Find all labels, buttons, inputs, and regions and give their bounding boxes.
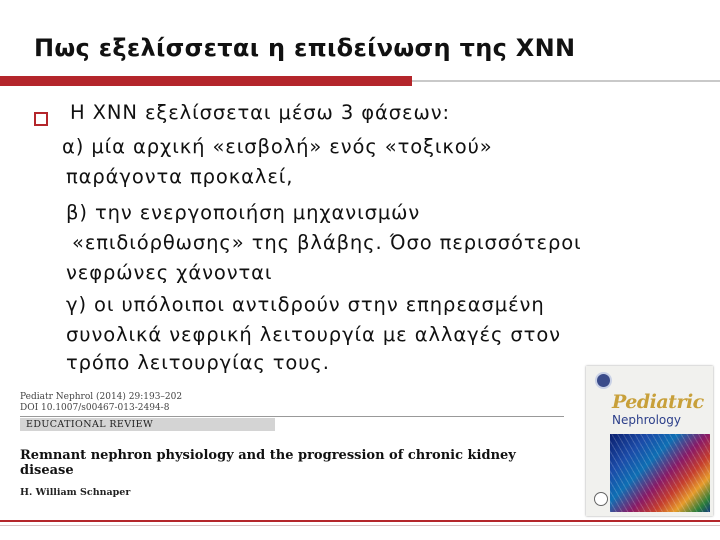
body-line-phase-b: β) την ενεργοποιήση μηχανισμών: [66, 201, 421, 224]
article-section-label: EDUCATIONAL REVIEW: [26, 419, 154, 430]
body-line-phase-c-cont2: τρόπο λειτουργίας τους.: [66, 351, 330, 374]
footer-rule-secondary: [0, 525, 720, 526]
journal-cover-image: [586, 366, 713, 516]
article-meta: [20, 392, 182, 414]
article-author: H. William Schnaper: [20, 487, 131, 498]
body-line-phase-c: γ) οι υπόλοιποι αντιδρούν στην επηρεασμένη: [66, 293, 545, 316]
article-citation: Pediatr Nephrol (2014) 29:193–202: [20, 392, 183, 402]
body-line-phase-c-cont1: συνολικά νεφρική λειτουργία με αλλαγές στον: [66, 323, 561, 346]
body-line-phase-a: α) μία αρχική «εισβολή» ενός «τοξικού»: [62, 135, 493, 158]
body-line-phase-b-cont2: νεφρώνες χάνονται: [66, 261, 273, 284]
title-divider: [412, 80, 720, 82]
footer-rule: [0, 520, 720, 522]
society-logo-icon: [595, 372, 612, 389]
cover-artwork-texture: [610, 434, 710, 512]
article-doi: DOI 10.1007/s00467-013-2494-8: [20, 403, 170, 413]
square-bullet-icon: [34, 112, 48, 126]
cover-title-line2: Nephrology: [612, 413, 681, 427]
article-divider: [20, 416, 564, 417]
title-accent-bar: [0, 76, 412, 86]
article-title: Remnant nephron physiology and the progression of chronic kidney disease: [20, 448, 516, 478]
article-clipping: [12, 384, 572, 504]
body-line-phase-a-cont: παράγοντα προκαλεί,: [66, 165, 294, 188]
body-line-intro: Η ΧΝΝ εξελίσσεται μέσω 3 φάσεων:: [70, 101, 450, 124]
slide-title: Πως εξελίσσεται η επιδείνωση της ΧΝΝ: [34, 34, 576, 62]
body-line-phase-b-cont1: «επιδιόρθωσης» της βλάβης. Όσο περισσότεροι: [72, 231, 582, 254]
cover-title-line1: Pediatric: [612, 391, 704, 413]
publisher-badge-icon: [594, 492, 608, 506]
